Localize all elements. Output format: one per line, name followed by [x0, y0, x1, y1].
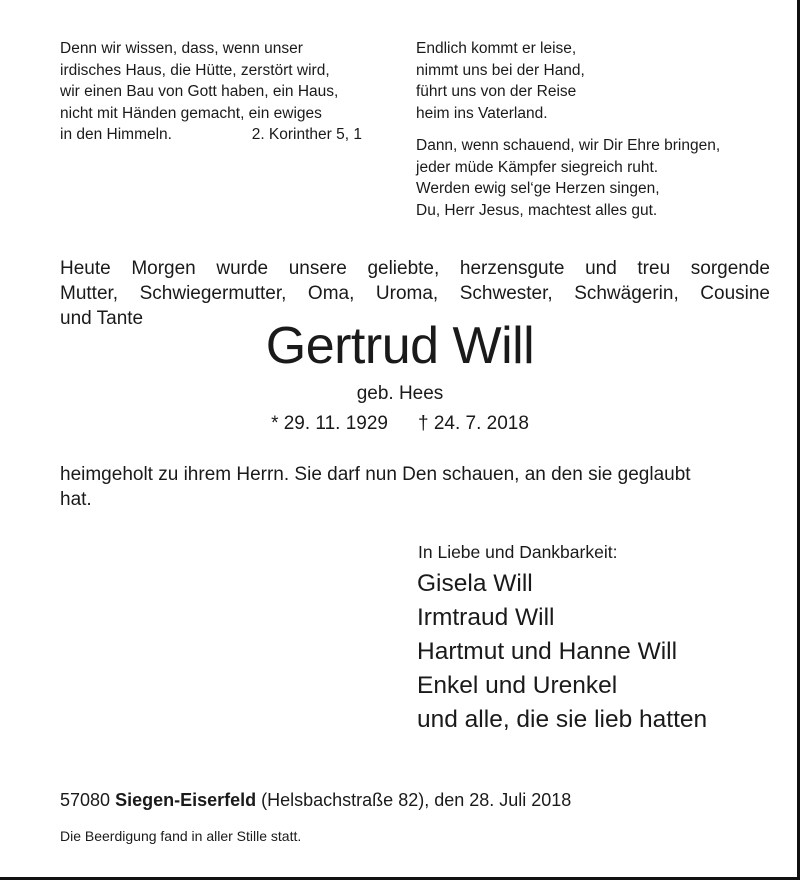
poem-line: Du, Herr Jesus, machtest alles gut.	[416, 201, 658, 219]
poem-line: heim ins Vaterland.	[416, 104, 548, 122]
intro-line: Mutter, Schwiegermutter, Oma, Uroma, Schwester, Schwägerin, Cousine	[60, 283, 770, 304]
address-line	[60, 788, 571, 812]
poem	[416, 38, 776, 221]
poem-line: nimmt uns bei der Hand,	[416, 61, 585, 79]
mourner-name: Gisela Will	[417, 570, 533, 597]
verse-line: nicht mit Händen gemacht, ein ewiges	[60, 104, 322, 122]
mourner-name: Hartmut und Hanne Will	[417, 638, 678, 665]
verse-last-line	[60, 124, 362, 146]
closing-text	[60, 462, 770, 512]
intro-line: und Tante	[60, 308, 144, 329]
bible-verse	[60, 38, 370, 146]
intro-line: Heute Morgen wurde unsere geliebte, herzensgute und treu sorgende	[60, 258, 770, 279]
poem-line: Endlich kommt er leise,	[416, 40, 577, 57]
verse-reference: 2. Korinther 5, 1	[251, 126, 362, 143]
verse-line: Denn wir wissen, dass, wenn unser	[60, 40, 303, 57]
poem-stanza-2	[416, 135, 776, 221]
mourner-name: und alle, die sie lieb hatten	[417, 706, 708, 733]
closing-line: heimgeholt zu ihrem Herrn. Sie darf nun Den schauen, an den sie geglaubt	[60, 464, 691, 485]
poem-stanza-1	[416, 38, 776, 124]
mourners-list	[417, 567, 707, 737]
street-and-date: (Helsbachstraße 82), den 28. Juli 2018	[261, 790, 572, 810]
mourner-name: Irmtraud Will	[417, 604, 555, 631]
verse-line: wir einen Bau von Gott haben, ein Haus,	[60, 83, 339, 100]
postcode: 57080	[60, 790, 111, 810]
closing-line: hat.	[60, 489, 92, 510]
death-date: † 24. 7. 2018	[417, 413, 529, 434]
deceased-name: Gertrud Will	[265, 317, 535, 375]
verse-line: irdisches Haus, die Hütte, zerstört wird,	[60, 61, 330, 79]
town: Siegen-Eiserfeld	[115, 790, 257, 810]
poem-line: jeder müde Kämpfer siegreich ruht.	[416, 158, 659, 176]
poem-line: führt uns von der Reise	[416, 83, 577, 100]
birth-date: * 29. 11. 1929	[271, 413, 388, 434]
life-dates	[0, 412, 800, 436]
mourner-name: Enkel und Urenkel	[417, 672, 618, 699]
maiden-name: geb. Hees	[356, 383, 444, 404]
mourners-label: In Liebe und Dankbarkeit:	[418, 542, 618, 562]
poem-line: Dann, wenn schauend, wir Dir Ehre bringen,	[416, 137, 721, 154]
funeral-note: Die Beerdigung fand in aller Stille statt.	[60, 828, 302, 844]
poem-line: Werden ewig sel‘ge Herzen singen,	[416, 180, 660, 197]
verse-line: in den Himmeln.	[60, 126, 172, 143]
